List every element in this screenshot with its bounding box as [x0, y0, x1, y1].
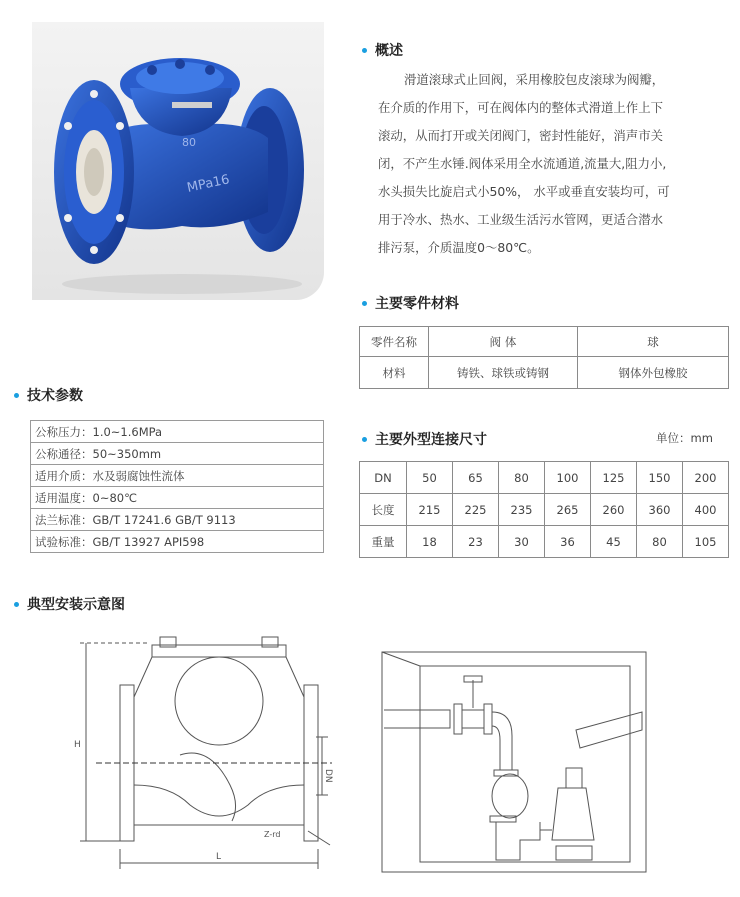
- tech-spec-row: 公称压力：1.0~1.6MPa: [31, 421, 324, 443]
- dims-table: [359, 461, 729, 558]
- overview-line: 用于冷水、热水、工业级生活污水管网，更适合潜水: [378, 212, 663, 227]
- valve-dimension-drawing: [60, 635, 350, 875]
- dims-unit: 单位：mm: [656, 431, 713, 445]
- overview-line: 在介质的作用下，可在阀体内的整体式滑道上作上下: [378, 100, 663, 115]
- tech-spec-row: 公称通径：50~350mm: [31, 443, 324, 465]
- overview-paragraph: [378, 66, 708, 262]
- tech-spec-row: 适用介质：水及弱腐蚀性流体: [31, 465, 324, 487]
- product-photo: [32, 22, 324, 300]
- overview-line: 滚动，从而打开或关闭阀门，密封性能好，消声市关: [378, 128, 663, 143]
- parts-table: [359, 326, 729, 389]
- dims-header-cell: 100: [545, 462, 591, 494]
- dims-cell: 80: [637, 526, 683, 558]
- dims-cell: 重量: [360, 526, 407, 558]
- dims-cell: 265: [545, 494, 591, 526]
- valve-pressure-label: MPa16: [185, 172, 231, 196]
- dims-header-cell: DN: [360, 462, 407, 494]
- ball-check-valve-illustration: [32, 22, 324, 300]
- parts-cell: 铸铁、球铁或铸钢: [429, 357, 578, 389]
- bullet-dot-icon: [362, 301, 367, 306]
- dims-cell: 45: [591, 526, 637, 558]
- dims-cell: 235: [499, 494, 545, 526]
- install-heading: 典型安装示意图: [14, 594, 125, 614]
- dims-cell: 36: [545, 526, 591, 558]
- dims-cell: 18: [407, 526, 453, 558]
- tech-spec-row: 试验标准：GB/T 13927 API598: [31, 531, 324, 553]
- dims-cell: 105: [683, 526, 729, 558]
- dims-cell: 23: [453, 526, 499, 558]
- bolt-label: Z-rd: [264, 830, 281, 839]
- tech-spec-row: 适用温度：0~80℃: [31, 487, 324, 509]
- dims-cell: 260: [591, 494, 637, 526]
- bullet-dot-icon: [14, 602, 19, 607]
- overview-line: 水头损失比旋启式小50%， 水平或垂直安装均可，可: [378, 184, 670, 199]
- dims-cell: 30: [499, 526, 545, 558]
- dims-cell: 360: [637, 494, 683, 526]
- dims-cell: 400: [683, 494, 729, 526]
- parts-cell: 钢体外包橡胶: [578, 357, 729, 389]
- tech-heading: 技术参数: [14, 385, 83, 405]
- dn-label: DN: [323, 769, 333, 783]
- parts-cell: 材料: [360, 357, 429, 389]
- parts-header-cell: 球: [578, 327, 729, 357]
- overview-line: 排污泵，介质温度0～80℃。: [378, 240, 540, 255]
- dims-cell: 225: [453, 494, 499, 526]
- tech-spec-row: 法兰标准：GB/T 17241.6 GB/T 9113: [31, 509, 324, 531]
- dims-heading: 主要外型连接尺寸: [362, 429, 487, 449]
- tech-spec-table: [30, 420, 324, 553]
- dims-header-cell: 50: [407, 462, 453, 494]
- parts-header-cell: 阀 体: [429, 327, 578, 357]
- dims-header-cell: 65: [453, 462, 499, 494]
- bullet-dot-icon: [362, 437, 367, 442]
- dims-cell: 215: [407, 494, 453, 526]
- dims-header-cell: 150: [637, 462, 683, 494]
- overview-line: 闭，不产生水锤.阀体采用全水流通道,流量大,阻力小,: [378, 156, 667, 171]
- dims-header-cell: 80: [499, 462, 545, 494]
- dims-cell: 长度: [360, 494, 407, 526]
- bullet-dot-icon: [14, 393, 19, 398]
- height-label: H: [74, 740, 81, 750]
- valve-size-label: 80: [182, 136, 196, 149]
- bullet-dot-icon: [362, 48, 367, 53]
- overview-line: 滑道滚球式止回阀，采用橡胶包皮滚球为阀瓣，: [404, 72, 665, 87]
- dims-header-cell: 125: [591, 462, 637, 494]
- overview-heading: 概述: [362, 40, 403, 60]
- parts-header-cell: 零件名称: [360, 327, 429, 357]
- parts-heading: 主要零件材料: [362, 293, 459, 313]
- dims-header-cell: 200: [683, 462, 729, 494]
- installation-pit-drawing: [380, 650, 650, 875]
- length-label: L: [216, 852, 222, 862]
